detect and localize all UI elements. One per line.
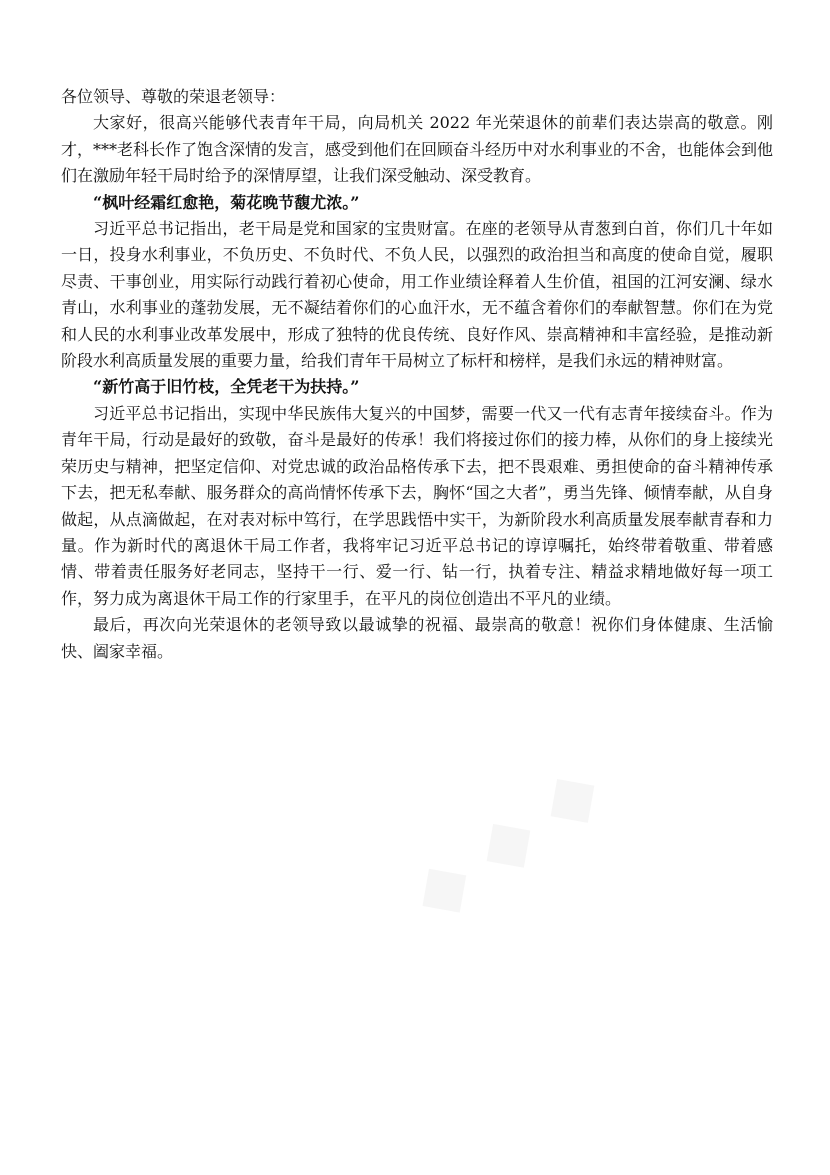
document-body [61,84,773,665]
paragraph-commitment: 习近平总书记指出，实现中华民族伟大复兴的中国梦，需要一代又一代有志青年接续奋斗。作为青年干局，行动是最好的致敬，奋斗是最好的传承！我们将接过你们的接力棒，从你们的身上接续光荣历史与精神，把坚定信仰、对党忠诚的政治品格传承下去，把不畏艰难、勇担使命的奋斗精神传承下去，把无私奉献、服务群众的高尚情怀传承下去，胸怀“国之大者”，勇当先锋、倾情奉献，从自身做起，从点滴做起，在对表对标中笃行，在学思践悟中实干，为新阶段水利高质量发展奉献青春和力量。作为新时代的离退休干局工作者，我将牢记习近平总书记的谆谆嘱托，始终带着敬重、带着感情、带着责任服务好老同志，坚持干一行、爱一行、钻一行，执着专注、精益求精地做好每一项工作，努力成为离退休干局工作的行家里手，在平凡的岗位创造出不平凡的业绩。 [61,403,773,608]
paragraph-opening: 大家好，很高兴能够代表青年干局，向局机关 2022 年光荣退休的前辈们表达崇高的敬意。刚才，***老科长作了饱含深情的发言，感受到他们在回顾奋斗经历中对水利事业的不舍，也能体会到他们在激励年轻干局时给予的深情厚望，让我们深受触动、深受教育。 [61,113,774,186]
quote-heading-maple: “枫叶经霜红愈艳，菊花晚节馥尤浓。” [93,192,360,212]
paragraph-closing: 最后，再次向光荣退休的老领导致以最诚挚的祝福、最崇高的敬意！祝你们身体健康、生活愉快、阖家幸福。 [61,615,773,661]
quote-heading-bamboo: “新竹高于旧竹枝，全凭老干为扶持。” [93,377,360,397]
watermark [395,747,614,935]
paragraph-tribute: 习近平总书记指出，老干局是党和国家的宝贵财富。在座的老领导从青葱到白首，你们几十年如一日，投身水利事业，不负历史、不负时代、不负人民，以强烈的政治担当和高度的使命自觉，履职尽责、干事创业，用实际行动践行着初心使命，用工作业绩诠释着人生价值，祖国的江河安澜、绿水青山，水利事业的蓬勃发展，无不凝结着你们的心血汗水，无不蕴含着你们的奉献智慧。你们在为党和人民的水利事业改革发展中，形成了独特的优良传统、良好作风、崇高精神和丰富经验，是推动新阶段水利高质量发展的重要力量，给我们青年干局树立了标杆和榜样，是我们永远的精神财富。 [61,219,773,371]
salutation: 各位领导、尊敬的荣退老领导： [61,87,286,106]
